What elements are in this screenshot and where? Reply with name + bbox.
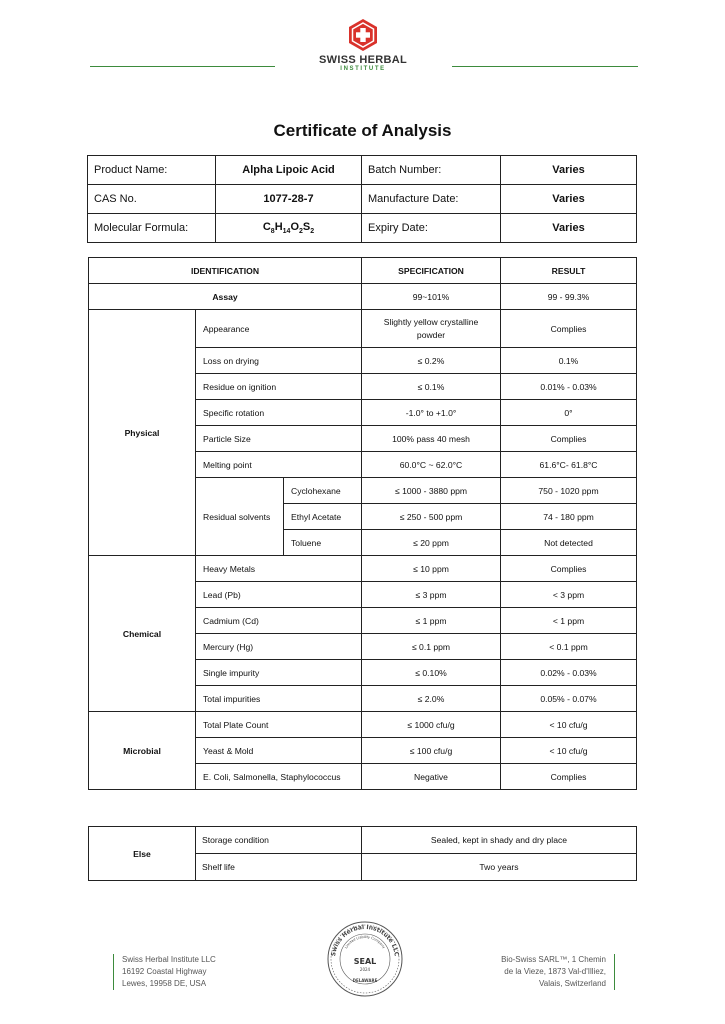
physical-group-label: Physical xyxy=(89,310,196,556)
footer-address-right: Bio-Swiss SARL™, 1 Chemin de la Vieze, 1873 Val-d'Illiez, Valais, Switzerland xyxy=(501,954,615,990)
test-spec: 60.0°C ~ 62.0°C xyxy=(362,452,501,478)
residual-solvents-label: Residual solvents xyxy=(196,478,284,556)
test-result: < 10 cfu/g xyxy=(501,738,637,764)
manufacture-date-value: Varies xyxy=(501,185,637,214)
cross-shield-icon xyxy=(346,18,380,52)
solvent-spec: ≤ 20 ppm xyxy=(362,530,501,556)
expiry-date-label: Expiry Date: xyxy=(362,214,501,243)
test-result: 0.05% - 0.07% xyxy=(501,686,637,712)
assay-label: Assay xyxy=(89,284,362,310)
test-result: < 3 ppm xyxy=(501,582,637,608)
test-result: < 10 cfu/g xyxy=(501,712,637,738)
solvent-result: 750 - 1020 ppm xyxy=(501,478,637,504)
brand-logo xyxy=(318,18,408,72)
molecular-formula-label: Molecular Formula: xyxy=(88,214,216,243)
test-spec: ≤ 1000 cfu/g xyxy=(362,712,501,738)
test-spec: ≤ 100 cfu/g xyxy=(362,738,501,764)
test-spec: ≤ 0.1% xyxy=(362,374,501,400)
test-result: 0.02% - 0.03% xyxy=(501,660,637,686)
test-name: Yeast & Mold xyxy=(196,738,362,764)
test-result: Complies xyxy=(501,556,637,582)
batch-number-value: Varies xyxy=(501,156,637,185)
test-spec: ≤ 2.0% xyxy=(362,686,501,712)
svg-text:DELAWARE: DELAWARE xyxy=(352,978,378,983)
cas-value: 1077-28-7 xyxy=(216,185,362,214)
test-spec: 100% pass 40 mesh xyxy=(362,426,501,452)
else-item-name: Shelf life xyxy=(196,854,362,881)
product-info-table xyxy=(87,155,637,243)
test-name: Total Plate Count xyxy=(196,712,362,738)
test-name: Lead (Pb) xyxy=(196,582,362,608)
test-result: 61.6°C- 61.8°C xyxy=(501,452,637,478)
microbial-group-label: Microbial xyxy=(89,712,196,790)
test-spec: ≤ 3 ppm xyxy=(362,582,501,608)
svg-text:SEAL: SEAL xyxy=(353,957,377,966)
solvent-spec: ≤ 250 - 500 ppm xyxy=(362,504,501,530)
test-result: Complies xyxy=(501,310,637,348)
analysis-table xyxy=(88,257,637,790)
solvent-name: Toluene xyxy=(284,530,362,556)
expiry-date-value: Varies xyxy=(501,214,637,243)
svg-text:Limited Liability Company: Limited Liability Company xyxy=(344,934,386,950)
test-result: 0.01% - 0.03% xyxy=(501,374,637,400)
test-name: Residue on ignition xyxy=(196,374,362,400)
svg-text:Swiss Herbal Institute LLC: Swiss Herbal Institute LLC xyxy=(330,923,400,957)
test-result: < 1 ppm xyxy=(501,608,637,634)
batch-number-label: Batch Number: xyxy=(362,156,501,185)
brand-name: SWISS HERBAL xyxy=(319,54,407,66)
test-result: Complies xyxy=(501,764,637,790)
test-result: < 0.1 ppm xyxy=(501,634,637,660)
page-title: Certificate of Analysis xyxy=(273,121,452,140)
solvent-name: Ethyl Acetate xyxy=(284,504,362,530)
test-name: Cadmium (Cd) xyxy=(196,608,362,634)
test-spec: ≤ 1 ppm xyxy=(362,608,501,634)
test-spec: -1.0° to +1.0° xyxy=(362,400,501,426)
test-name: Loss on drying xyxy=(196,348,362,374)
test-name: Appearance xyxy=(196,310,362,348)
test-name: E. Coli, Salmonella, Staphylococcus xyxy=(196,764,362,790)
test-result: 0° xyxy=(501,400,637,426)
else-item-value: Sealed, kept in shady and dry place xyxy=(362,827,637,854)
assay-spec: 99~101% xyxy=(362,284,501,310)
else-item-value: Two years xyxy=(362,854,637,881)
manufacture-date-label: Manufacture Date: xyxy=(362,185,501,214)
solvent-result: Not detected xyxy=(501,530,637,556)
header-identification: IDENTIFICATION xyxy=(89,258,362,284)
test-spec: Slightly yellow crystalline powder xyxy=(362,310,501,348)
test-name: Mercury (Hg) xyxy=(196,634,362,660)
test-name: Total impurities xyxy=(196,686,362,712)
header-specification: SPECIFICATION xyxy=(362,258,501,284)
solvent-result: 74 - 180 ppm xyxy=(501,504,637,530)
assay-result: 99 - 99.3% xyxy=(501,284,637,310)
test-spec: Negative xyxy=(362,764,501,790)
footer-address-left: Swiss Herbal Institute LLC 16192 Coastal Highway Lewes, 19958 DE, USA xyxy=(113,954,216,990)
solvent-name: Cyclohexane xyxy=(284,478,362,504)
chemical-group-label: Chemical xyxy=(89,556,196,712)
test-result: 0.1% xyxy=(501,348,637,374)
header-rule-right xyxy=(452,66,638,67)
solvent-spec: ≤ 1000 - 3880 ppm xyxy=(362,478,501,504)
test-name: Particle Size xyxy=(196,426,362,452)
svg-text:2024: 2024 xyxy=(359,967,371,972)
test-spec: ≤ 0.1 ppm xyxy=(362,634,501,660)
header-result: RESULT xyxy=(501,258,637,284)
product-name-label: Product Name: xyxy=(88,156,216,185)
test-name: Melting point xyxy=(196,452,362,478)
test-spec: ≤ 10 ppm xyxy=(362,556,501,582)
product-name-value: Alpha Lipoic Acid xyxy=(216,156,362,185)
cas-label: CAS No. xyxy=(88,185,216,214)
header-rule-left xyxy=(90,66,275,67)
test-result: Complies xyxy=(501,426,637,452)
test-name: Single impurity xyxy=(196,660,362,686)
test-spec: ≤ 0.2% xyxy=(362,348,501,374)
test-name: Specific rotation xyxy=(196,400,362,426)
else-item-name: Storage condition xyxy=(196,827,362,854)
test-name: Heavy Metals xyxy=(196,556,362,582)
test-spec: ≤ 0.10% xyxy=(362,660,501,686)
company-seal-icon xyxy=(326,920,404,998)
molecular-formula-value: $C_8H_{14}O_2S_2$ xyxy=(216,214,362,243)
brand-subtitle: INSTITUTE xyxy=(340,66,386,72)
else-table xyxy=(88,826,637,881)
else-group-label: Else xyxy=(89,827,196,881)
